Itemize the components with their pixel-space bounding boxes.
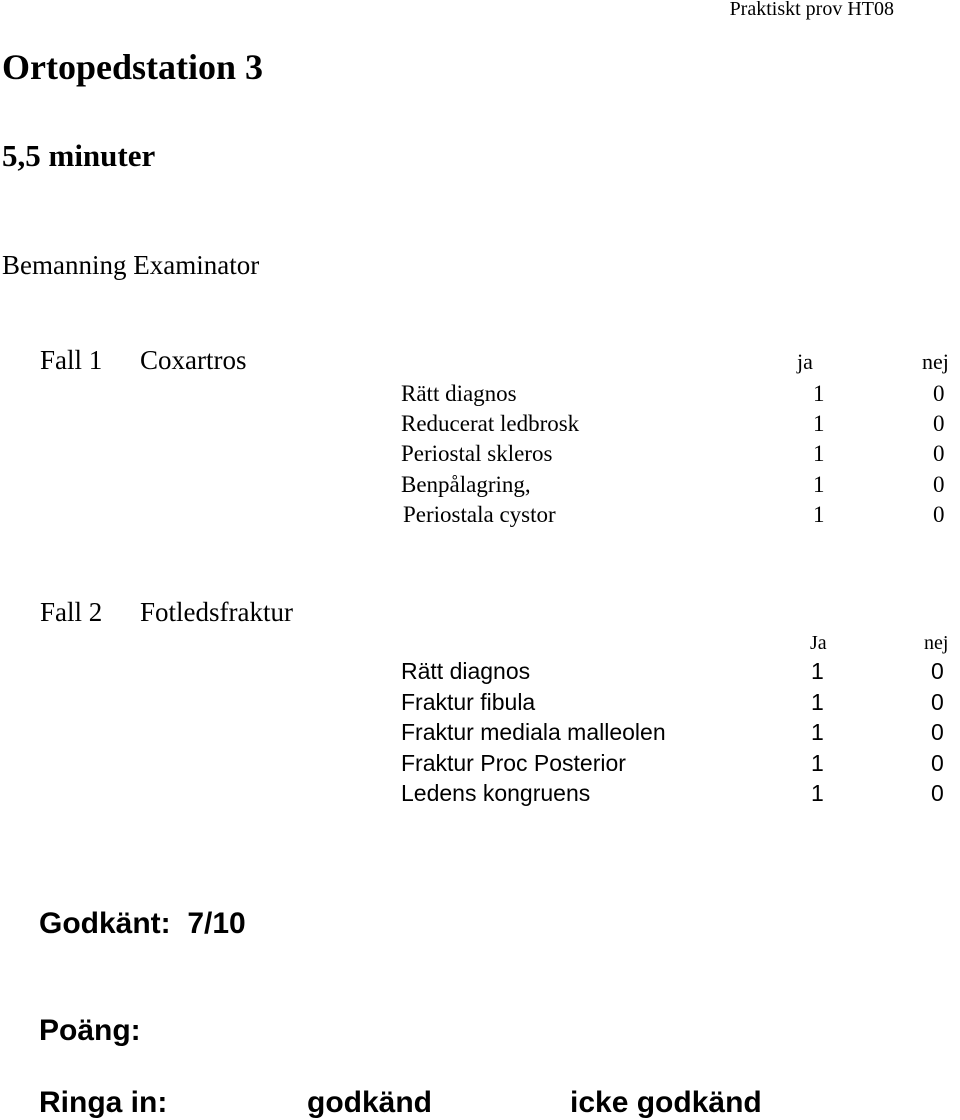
case-1-row-no: 0 xyxy=(933,381,945,406)
case-1-row-no: 0 xyxy=(933,502,945,527)
duration-text: 5,5 minuter xyxy=(2,138,156,173)
case-2-row-yes: 1 xyxy=(811,689,824,715)
case-2-row-no: 0 xyxy=(931,780,944,806)
case-2-row-item: Ledens kongruens xyxy=(401,780,591,806)
case-1-row-item: Periostala cystor xyxy=(403,502,556,527)
case-1-row-no: 0 xyxy=(933,411,945,436)
case-2-row-item: Fraktur mediala malleolen xyxy=(401,719,666,745)
case-1-row-yes: 1 xyxy=(813,502,825,527)
case-2-row-yes: 1 xyxy=(811,658,824,684)
case-2-label: Fall 2 xyxy=(40,597,103,627)
case-2-col-no: nej xyxy=(924,632,949,654)
case-1-row-yes: 1 xyxy=(813,381,825,406)
case-1-name: Coxartros xyxy=(140,345,247,375)
case-2-row-no: 0 xyxy=(931,750,944,776)
case-1-row-no: 0 xyxy=(933,441,945,466)
case-1-row-yes: 1 xyxy=(813,411,825,436)
case-1-row-item: Reducerat ledbrosk xyxy=(401,411,580,436)
option-pass[interactable]: godkänd xyxy=(307,1086,432,1119)
page-title: Ortopedstation 3 xyxy=(2,47,263,87)
case-2-row-no: 0 xyxy=(931,719,944,745)
case-1-col-yes: ja xyxy=(797,349,813,374)
case-2-row-no: 0 xyxy=(931,658,944,684)
case-1-row-item: Benpålagring, xyxy=(401,472,531,497)
case-2-col-yes: Ja xyxy=(810,632,827,654)
case-1-row-yes: 1 xyxy=(813,472,825,497)
staffing-text: Bemanning Examinator xyxy=(2,250,260,280)
passed-score: Godkänt: 7/10 xyxy=(39,907,246,940)
case-1-row-no: 0 xyxy=(933,472,945,497)
case-2-row-item: Fraktur Proc Posterior xyxy=(401,750,626,776)
case-1-row-yes: 1 xyxy=(813,441,825,466)
case-2-name: Fotledsfraktur xyxy=(140,597,293,627)
case-2-row-yes: 1 xyxy=(811,750,824,776)
case-1-label: Fall 1 xyxy=(40,345,103,375)
case-1-row-item: Periostal skleros xyxy=(401,441,553,466)
case-2-row-yes: 1 xyxy=(811,780,824,806)
case-1-row-item: Rätt diagnos xyxy=(401,381,517,406)
case-2-row-item: Rätt diagnos xyxy=(401,658,531,684)
case-1-col-no: nej xyxy=(922,349,949,374)
case-2-row-no: 0 xyxy=(931,689,944,715)
case-2-row-yes: 1 xyxy=(811,719,824,745)
header-label: Praktiskt prov HT08 xyxy=(729,0,894,20)
case-2-row-item: Fraktur fibula xyxy=(401,689,536,715)
option-fail[interactable]: icke godkänd xyxy=(570,1086,762,1119)
circle-label: Ringa in: xyxy=(39,1086,168,1119)
points-label: Poäng: xyxy=(39,1014,141,1047)
